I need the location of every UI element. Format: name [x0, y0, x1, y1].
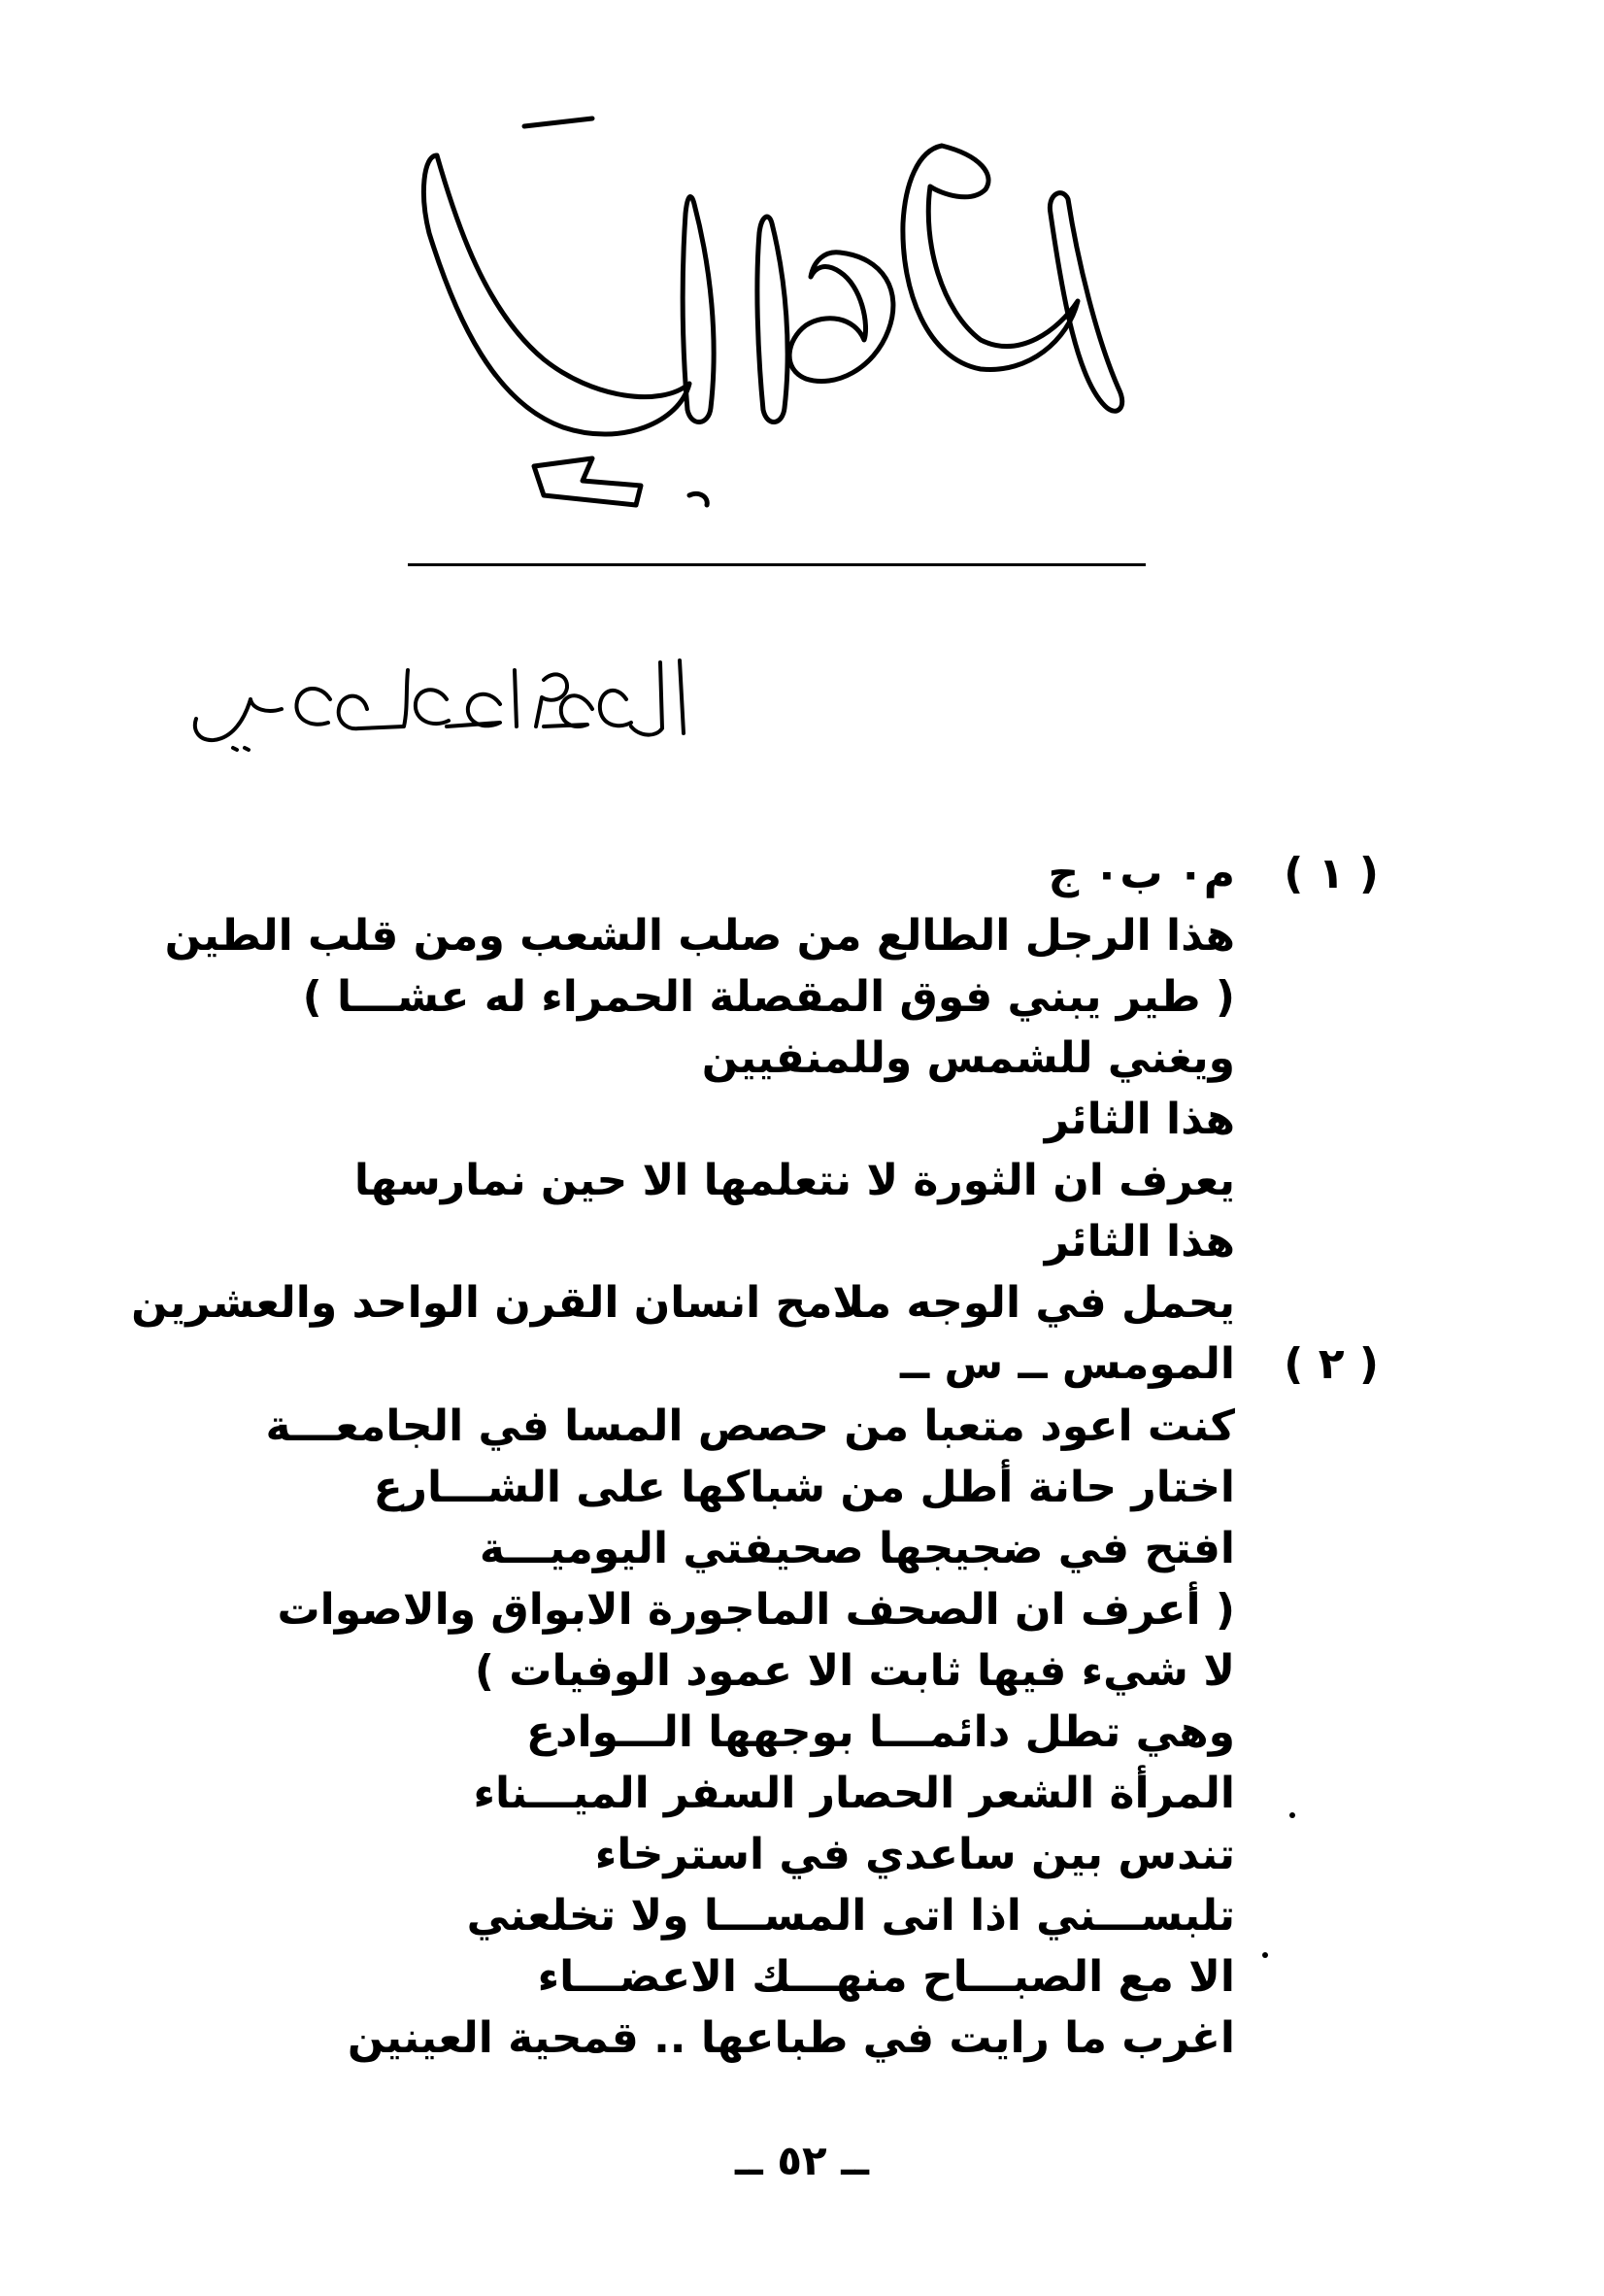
verse-line: كنت اعود متعبا من حصص المسا في الجامعـــة — [265, 1401, 1235, 1451]
section-number: ( ٢ ) — [1284, 1339, 1379, 1389]
section-label: المومس ــ س ــ — [900, 1339, 1235, 1389]
section-header — [0, 1334, 1604, 1396]
title-divider — [408, 563, 1146, 566]
verse-line: ويغني للشمس وللمنفيين — [701, 1033, 1235, 1083]
verse-line: الا مع الصبـــاح منهـــك الاعضـــاء — [537, 1952, 1235, 2002]
verse-line: المرأة الشعر الحصار السفر الميـــناء — [473, 1769, 1235, 1818]
section-label: م٠ ب٠ ج — [1048, 849, 1235, 898]
verse-line: تلبســـني اذا اتى المســـا ولا تخلعني — [466, 1891, 1235, 1941]
author-signature — [175, 641, 718, 758]
verse-line: هذا الرجل الطالع من صلب الشعب ومن قلب الطين — [164, 911, 1235, 961]
verse-line: هذا الثائر — [1044, 1217, 1235, 1266]
verse-line: يحمل في الوجه ملامح انسان القرن الواحد والعشرين — [131, 1278, 1235, 1328]
verse-line: يعرف ان الثورة لا نتعلمها الا حين نمارسها — [353, 1156, 1235, 1205]
poem-body — [0, 843, 1604, 2069]
section-number: ( ١ ) — [1284, 849, 1379, 898]
scan-speck — [1289, 1812, 1295, 1818]
verse-line: هذا الثائر — [1044, 1095, 1235, 1144]
verse-line: تندس بين ساعدي في استرخاء — [594, 1830, 1235, 1879]
scan-speck — [1262, 1952, 1268, 1958]
verse-line: اغرب ما رايت في طباعها .. قمحية العينين — [347, 2013, 1235, 2063]
page-number: ــ ٥٢ ــ — [735, 2137, 869, 2184]
section-header — [0, 843, 1604, 905]
verse-line: ( طير يبني فوق المقصلة الحمراء له عشـــا ) — [302, 972, 1235, 1022]
verse-line: وهي تطل دائمـــا بوجهها الـــوادع — [525, 1707, 1235, 1757]
verse-line: اختار حانة أطل من شباكها على الشـــارع — [373, 1463, 1235, 1512]
verse-line: افتح في ضجيجها صحيفتي اليوميـــة — [479, 1524, 1235, 1573]
verse-line: لا شيء فيها ثابت الا عمود الوفيات ) — [474, 1646, 1235, 1696]
calligraphic-title — [398, 97, 1136, 554]
verse-line: ( أعرف ان الصحف الماجورة الابواق والاصوات — [277, 1585, 1235, 1635]
